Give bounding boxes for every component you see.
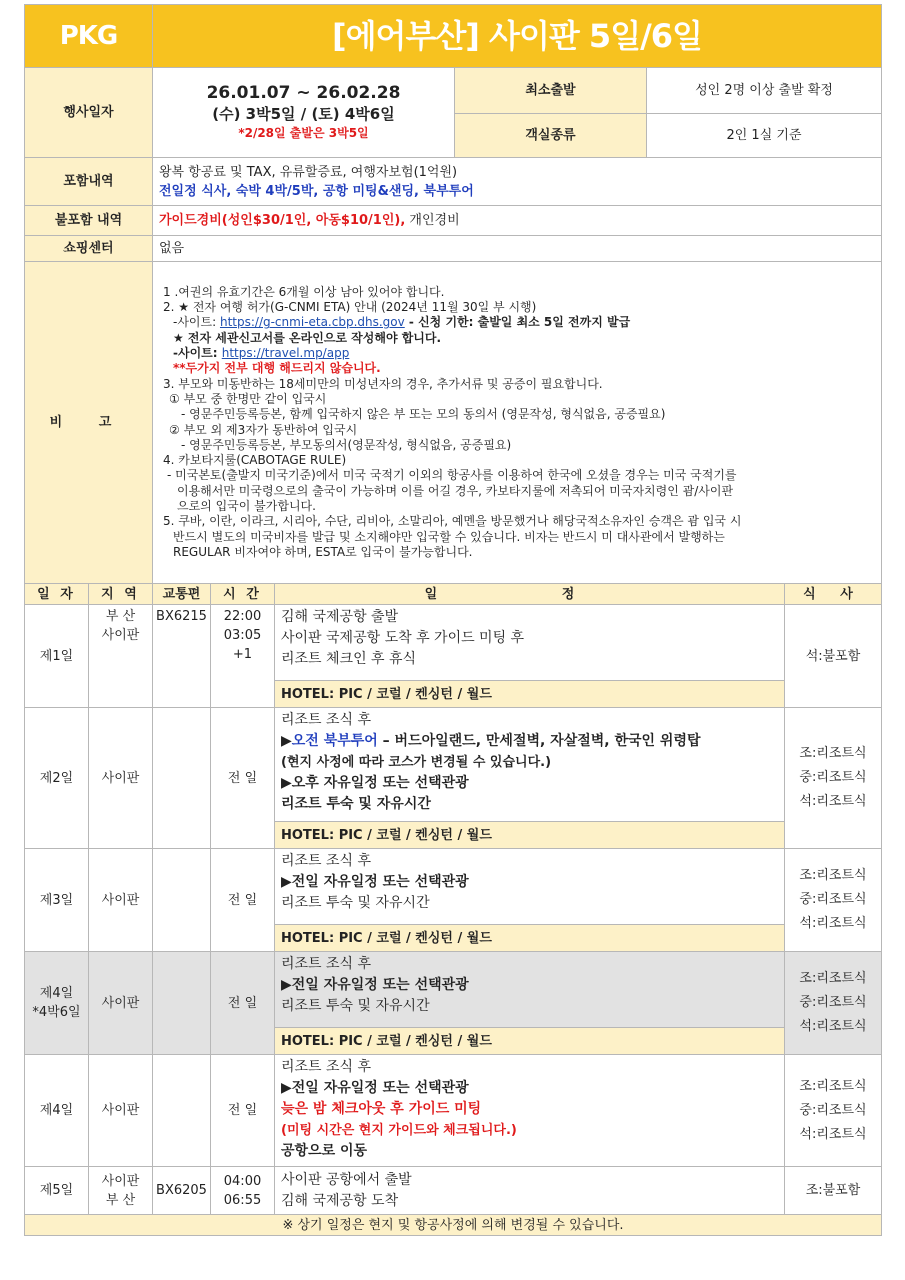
region-cell [89, 605, 153, 708]
note-line: ★ 전자 세관신고서를 온라인으로 작성해야 합니다. [173, 330, 442, 345]
eta-site-link[interactable]: https://g-cnmi-eta.cbp.dhs.gov [219, 315, 405, 330]
schedule-cell [275, 952, 785, 1028]
room-type-value: 2인 1실 기준 [647, 114, 882, 158]
shopping-label: 쇼핑센터 [25, 236, 153, 262]
room-type-label: 객실종류 [455, 114, 647, 158]
region-cell [89, 1167, 153, 1215]
schedule-line: 리조트 투숙 및 자유시간 [281, 895, 430, 911]
customs-site-link[interactable]: https://travel.mp/app [221, 346, 350, 361]
note-line: - 미국본토(출발지 미국기준)에서 미국 국적기 이외의 항공사를 이용하여 한국에 오셨을 경우는 미국 국적기를 [167, 468, 737, 483]
note-text: -사이트: [173, 346, 222, 361]
schedule-line: 리조트 체크인 후 휴식 [281, 651, 417, 667]
day-label: 제5일 [25, 1167, 89, 1215]
day-label: 제3일 [25, 849, 89, 952]
note-line: **두가지 전부 대행 해드리지 않습니다. [173, 361, 381, 376]
schedule-line: 사이판 국제공항 도착 후 가이드 미팅 후 [281, 630, 525, 646]
dinner: 석:리조트식 [799, 794, 867, 809]
arrival-time: 03:05 [223, 628, 262, 643]
shopping-value: 없음 [153, 236, 882, 262]
time-cell [211, 1167, 275, 1215]
note-text: -사이트: [173, 315, 220, 330]
lunch: 중:리조트식 [799, 995, 867, 1010]
schedule-line: 늦은 밤 체크아웃 후 가이드 미팅 [281, 1101, 482, 1117]
note-line: 5. 쿠바, 이란, 이라크, 시리아, 수단, 리비아, 소말리아, 예멘을 방문했거나 해당국적소유자인 승객은 괌 입국 시 [163, 514, 742, 529]
col-transport: 교통편 [153, 584, 211, 605]
region-cell: 사이판 [89, 708, 153, 849]
schedule-line: 리조트 조식 후 [281, 1059, 372, 1075]
lunch: 중:리조트식 [799, 770, 867, 785]
schedule-line: (현지 사정에 따라 코스가 변경될 수 있습니다.) [281, 755, 552, 770]
lunch: 중:리조트식 [799, 892, 867, 907]
schedule-cell [275, 1167, 785, 1215]
breakfast: 조:리조트식 [799, 868, 867, 883]
meal-cell [785, 1055, 882, 1167]
included-line-2: 전일정 식사, 숙박 4박/5박, 공항 미팅&샌딩, 북부투어 [159, 183, 474, 199]
next-day-marker: +1 [232, 647, 253, 662]
note-line: 3. 부모와 미동반하는 18세미만의 미성년자의 경우, 추가서류 및 공증이 필요합니다. [163, 376, 603, 391]
dinner: 석:리조트식 [799, 1019, 867, 1034]
region-cell: 사이판 [89, 1055, 153, 1167]
note-line: 4. 카보타지룰(CABOTAGE RULE) [163, 453, 347, 468]
schedule-row [25, 708, 882, 822]
schedule-line: ▶전일 자유일정 또는 선택관광 [281, 1080, 469, 1096]
schedule-row [25, 849, 882, 925]
flight-number: BX6205 [153, 1167, 211, 1215]
arrow-icon: ▶ [281, 733, 292, 749]
excluded-cell [153, 206, 882, 236]
schedule-line: ▶전일 자유일정 또는 선택관광 [281, 874, 469, 890]
col-day: 일 자 [25, 584, 89, 605]
schedule-line: 리조트 조식 후 [281, 853, 372, 869]
dinner: 석:리조트식 [799, 1126, 867, 1142]
schedule-line: (미팅 시간은 현지 가이드와 체크됩니다.) [281, 1123, 517, 1138]
excluded-personal: 개인경비 [405, 213, 460, 228]
schedule-cell [275, 708, 785, 822]
schedule-row [25, 1167, 882, 1215]
region-to: 부 산 [105, 1192, 136, 1208]
schedule-line: ▶오후 자유일정 또는 선택관광 [281, 775, 469, 791]
schedule-line: 리조트 조식 후 [281, 712, 372, 728]
package-badge: PKG [25, 5, 153, 68]
hotel-line: HOTEL: PIC / 코럴 / 켄싱턴 / 월드 [275, 822, 785, 849]
region-cell: 사이판 [89, 849, 153, 952]
meal-cell: 조:불포함 [785, 1167, 882, 1215]
schedule-line: 사이판 공항에서 출발 [281, 1171, 412, 1188]
col-schedule: 일 정 [275, 584, 785, 605]
note-text: - 신청 기한: 출발일 최소 5일 전까지 발급 [404, 315, 631, 330]
hotel-line: HOTEL: PIC / 코럴 / 켄싱턴 / 월드 [275, 925, 785, 952]
schedule-cell [275, 605, 785, 681]
breakfast: 조:리조트식 [799, 746, 867, 761]
departure-time: 04:00 [223, 1173, 262, 1189]
day-label: 제4일 [25, 1055, 89, 1167]
schedule-line: 공항으로 이동 [281, 1143, 368, 1159]
itinerary-sheet [24, 4, 881, 1236]
flight-number [153, 849, 211, 952]
day-label: 제2일 [25, 708, 89, 849]
min-departure-label: 최소출발 [455, 68, 647, 114]
breakfast: 조:리조트식 [799, 971, 867, 986]
note-line: REGULAR 비자여야 하며, ESTA로 입국이 불가능합니다. [173, 544, 473, 559]
col-meal: 식 사 [785, 584, 882, 605]
included-cell [153, 158, 882, 206]
schedule-cell [275, 1055, 785, 1167]
event-duration: (수) 3박5일 / (토) 4박6일 [212, 105, 395, 123]
schedule-cell [275, 849, 785, 925]
breakfast: 조:리조트식 [799, 1078, 867, 1094]
day-label: 제1일 [25, 605, 89, 708]
flight-number [153, 952, 211, 1055]
region-to: 사이판 [101, 628, 140, 643]
schedule-line: ▶전일 자유일정 또는 선택관광 [281, 977, 469, 993]
time-cell: 전 일 [211, 708, 275, 849]
note-line: 이용해서만 미국령으로의 출국이 가능하며 이를 어길 경우, 카보타지룰에 저촉되어 미국자치령인 괌/사이판 [177, 483, 734, 498]
meal-cell [785, 849, 882, 952]
included-label: 포함내역 [25, 158, 153, 206]
day-number: 제4일 [39, 986, 74, 1001]
north-tour-detail: – 버드아일랜드, 만세절벽, 자살절벽, 한국인 위령탑 [377, 733, 701, 749]
arrival-time: 06:55 [223, 1192, 262, 1208]
note-line: 으로의 입국이 불가합니다. [177, 498, 316, 513]
note-line: 반드시 별도의 미국비자를 발급 및 소지해야만 입국할 수 있습니다. 비자는 반드시 미 대사관에서 발행하는 [173, 529, 725, 544]
north-tour-label: 오전 북부투어 [291, 733, 378, 749]
region-cell: 사이판 [89, 952, 153, 1055]
note-line: 2. ★ 전자 여행 허가(G-CNMI ETA) 안내 (2024년 11월 30일 부 시행) [163, 300, 537, 315]
departure-time: 22:00 [223, 609, 262, 624]
col-region: 지 역 [89, 584, 153, 605]
note-line [163, 346, 875, 361]
lunch: 중:리조트식 [799, 1102, 867, 1118]
schedule-line: 리조트 투숙 및 자유시간 [281, 998, 430, 1014]
event-dates-cell [153, 68, 455, 158]
time-cell [211, 605, 275, 708]
region-from: 부 산 [105, 609, 136, 624]
time-cell: 전 일 [211, 849, 275, 952]
excluded-label: 불포함 내역 [25, 206, 153, 236]
col-time: 시 간 [211, 584, 275, 605]
footer-notice: ※ 상기 일정은 현지 및 항공사정에 의해 변경될 수 있습니다. [25, 1215, 882, 1236]
page-title: [에어부산] 사이판 5일/6일 [153, 5, 882, 68]
info-table [24, 4, 882, 584]
schedule-row [25, 952, 882, 1028]
meal-cell [785, 708, 882, 849]
meal-cell [785, 952, 882, 1055]
schedule-row [25, 1055, 882, 1167]
schedule-row [25, 605, 882, 681]
min-departure-value: 성인 2명 이상 출발 확정 [647, 68, 882, 114]
time-cell: 전 일 [211, 952, 275, 1055]
note-line: - 영문주민등록등본, 함께 입국하지 않은 부 또는 모의 동의서 (영문작성, 형식없음, 공증필요) [181, 407, 666, 422]
event-dates: 26.01.07 ~ 26.02.28 [206, 83, 401, 103]
hotel-line: HOTEL: PIC / 코럴 / 켄싱턴 / 월드 [275, 1028, 785, 1055]
day-note: *4박6일 [32, 1005, 81, 1020]
schedule-header-row [25, 584, 882, 605]
flight-number [153, 708, 211, 849]
hotel-line: HOTEL: PIC / 코럴 / 켄싱턴 / 월드 [275, 681, 785, 708]
footer-row [25, 1215, 882, 1236]
note-line: ① 부모 중 한명만 같이 입국시 [169, 391, 327, 406]
schedule-line: 리조트 조식 후 [281, 956, 372, 972]
flight-number: BX6215 [153, 605, 211, 708]
included-line-1: 왕복 항공료 및 TAX, 유류할증료, 여행자보험(1억원) [159, 164, 458, 180]
notes-cell [153, 262, 882, 584]
schedule-line: 리조트 투숙 및 자유시간 [281, 796, 431, 812]
note-line: 1 .여권의 유효기간은 6개월 이상 남아 있어야 합니다. [163, 284, 445, 299]
dinner: 석:리조트식 [799, 916, 867, 931]
meal-cell: 석:불포함 [785, 605, 882, 708]
note-line: ② 부모 외 제3자가 동반하여 입국시 [169, 422, 358, 437]
note-line: - 영문주민등록등본, 부모동의서(영문작성, 형식없음, 공증필요) [181, 437, 512, 452]
schedule-line: 김해 국제공항 출발 [281, 609, 399, 625]
schedule-table [24, 583, 882, 1236]
excluded-guide-fee: 가이드경비(성인$30/1인, 아동$10/1인), [159, 213, 406, 228]
event-note: *2/28일 출발은 3박5일 [238, 126, 369, 140]
schedule-line: 김해 국제공항 도착 [281, 1192, 399, 1209]
notes-label: 비 고 [25, 262, 153, 584]
flight-number [153, 1055, 211, 1167]
region-from: 사이판 [101, 1173, 140, 1189]
schedule-line [281, 731, 778, 752]
note-line [163, 315, 875, 330]
day-label [25, 952, 89, 1055]
event-date-label: 행사일자 [25, 68, 153, 158]
time-cell: 전 일 [211, 1055, 275, 1167]
